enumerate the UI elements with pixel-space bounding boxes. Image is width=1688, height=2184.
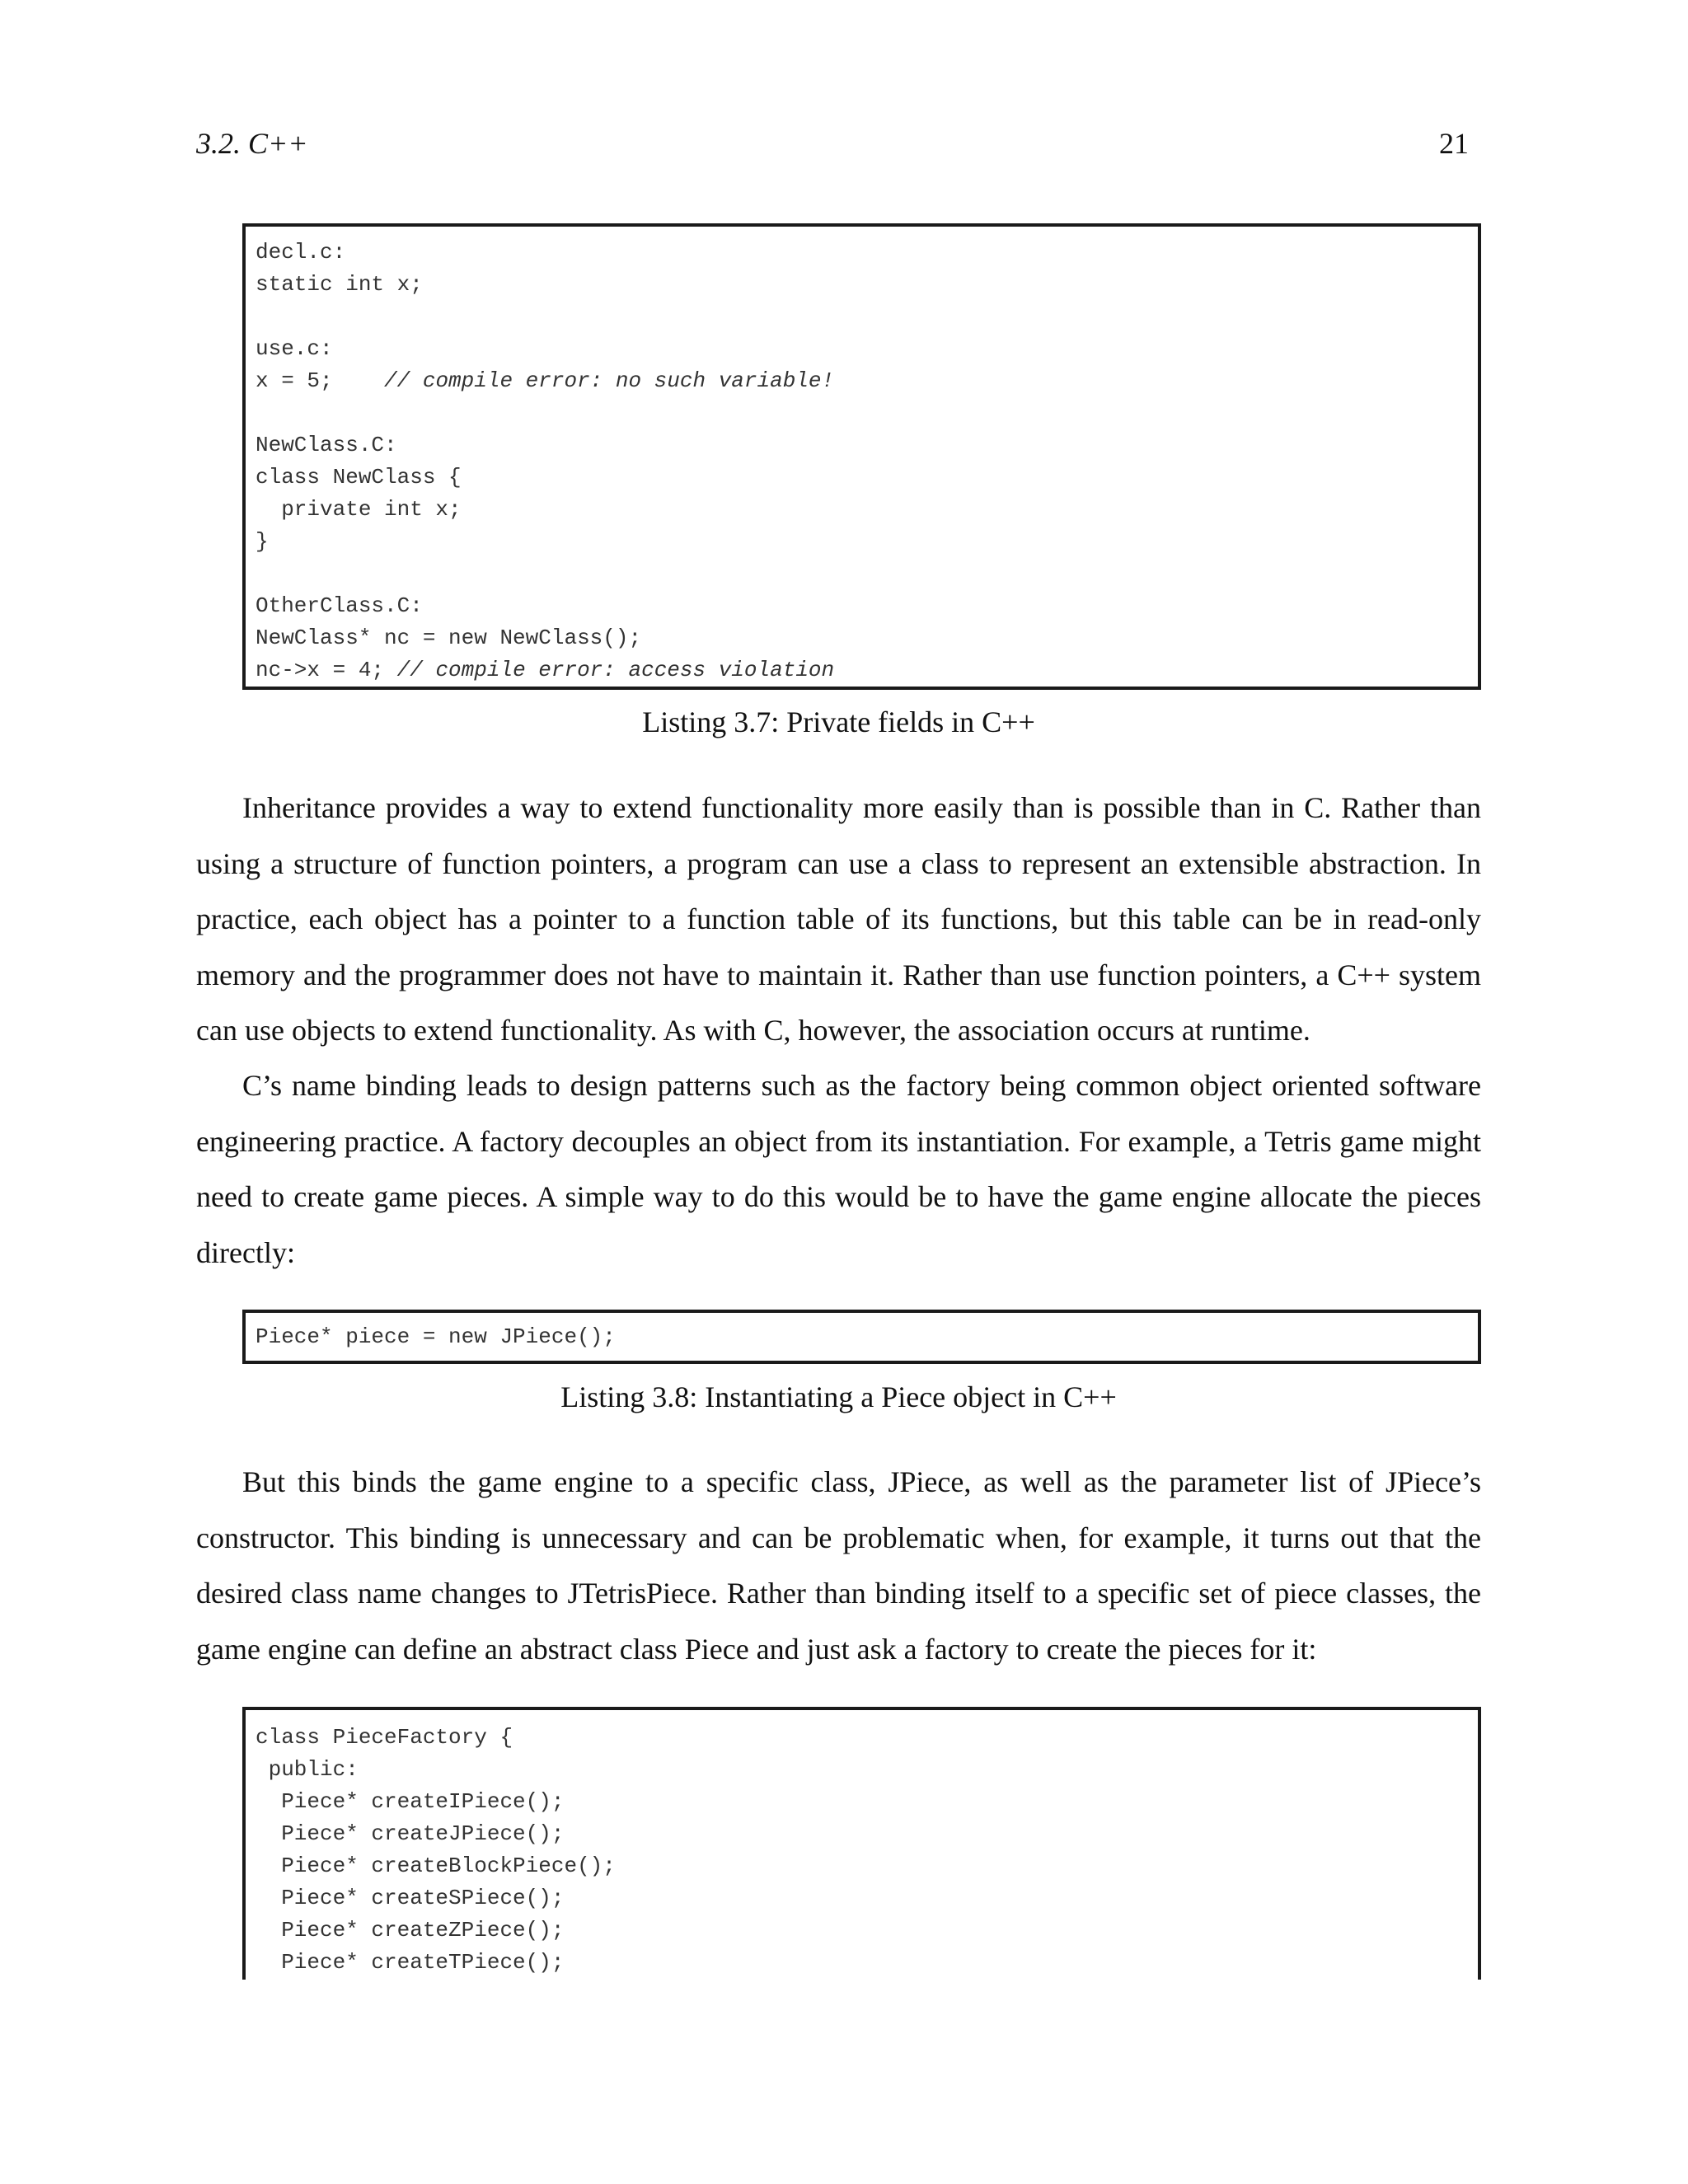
code-text: private int x; xyxy=(256,497,462,522)
code-text: static int x; xyxy=(256,272,423,297)
page-number: 21 xyxy=(1439,127,1469,160)
code-listing-private-fields xyxy=(242,223,1481,690)
code-line xyxy=(256,1850,1468,1882)
code-line xyxy=(256,1915,1468,1947)
listing-caption-3-8: Listing 3.8: Instantiating a Piece object in C++ xyxy=(560,1380,1117,1413)
code-line xyxy=(256,590,1468,622)
code-line xyxy=(256,558,1468,590)
code-comment: // compile error: access violation xyxy=(396,658,835,682)
paragraph-inheritance: Inheritance provides a way to extend functionality more easily than is possible than in C. Rather than using a structure of function pointers, a program can use a class to represent an extensible abstraction. In practice, each object has a pointer to a function table of its functions, but this table can be in read-only memory and the programmer does not have to maintain it. Rather than use function pointers, a C++ system can use objects to extend functionality. As with C, however, the association occurs at runtime. xyxy=(196,791,1481,1047)
code-text: Piece* piece = new JPiece(); xyxy=(256,1324,616,1349)
code-line xyxy=(256,397,1468,429)
code-listing-piece-instantiation xyxy=(242,1310,1481,1364)
code-text: NewClass.C: xyxy=(256,433,397,457)
code-line xyxy=(256,301,1468,333)
code-line xyxy=(256,333,1468,365)
code-text: public: xyxy=(256,1757,359,1782)
code-text: Piece* createBlockPiece(); xyxy=(256,1854,616,1878)
code-listing-piece-factory xyxy=(242,1707,1481,1980)
code-line xyxy=(256,1947,1468,1979)
code-text: Piece* createIPiece(); xyxy=(256,1789,565,1814)
code-line xyxy=(256,526,1468,558)
code-line xyxy=(256,1818,1468,1850)
code-text: } xyxy=(256,529,269,554)
code-text: OtherClass.C: xyxy=(256,593,423,618)
code-line xyxy=(256,1722,1468,1754)
code-text: class NewClass { xyxy=(256,465,462,490)
code-line xyxy=(256,494,1468,526)
paragraph-factory: But this binds the game engine to a specific class, JPiece, as well as the parameter list of JPiece’s constructor. This binding is unnecessary and can be problematic when, for example, it turns out that the desired class name changes to JTetrisPiece. Rather than binding itself to a specific set of piece classes, the game engine can define an abstract class Piece and just ask a factory to create the pieces for it: xyxy=(196,1465,1481,1666)
code-line xyxy=(256,1882,1468,1915)
code-text: x = 5; xyxy=(256,368,385,393)
listing-caption-3-7: Listing 3.7: Private fields in C++ xyxy=(642,705,1035,738)
code-line xyxy=(256,269,1468,301)
code-text: Piece* createTPiece(); xyxy=(256,1950,565,1975)
code-line xyxy=(256,1754,1468,1786)
code-line xyxy=(256,622,1468,654)
paragraph-name-binding: C’s name binding leads to design patterns such as the factory being common object oriented software engineering practice. A factory decouples an object from its instantiation. For example, a Tetris game might need to create game pieces. A simple way to do this would be to have the game engine allocate the pieces directly: xyxy=(196,1069,1481,1269)
code-text: nc->x = 4; xyxy=(256,658,397,682)
code-text: Piece* createJPiece(); xyxy=(256,1821,565,1846)
code-line xyxy=(256,365,1468,397)
code-text: NewClass* nc = new NewClass(); xyxy=(256,626,642,650)
code-text: Piece* createZPiece(); xyxy=(256,1918,565,1943)
code-line xyxy=(256,654,1468,687)
code-comment: // compile error: no such variable! xyxy=(384,368,835,393)
code-text: use.c: xyxy=(256,336,333,361)
section-header: 3.2. C++ xyxy=(196,127,308,160)
code-line xyxy=(256,462,1468,494)
code-line xyxy=(256,1321,1468,1353)
code-text: class PieceFactory { xyxy=(256,1725,513,1750)
code-text: decl.c: xyxy=(256,240,346,265)
code-line xyxy=(256,1786,1468,1818)
code-text: Piece* createSPiece(); xyxy=(256,1886,565,1910)
code-line xyxy=(256,429,1468,462)
code-line xyxy=(256,237,1468,269)
